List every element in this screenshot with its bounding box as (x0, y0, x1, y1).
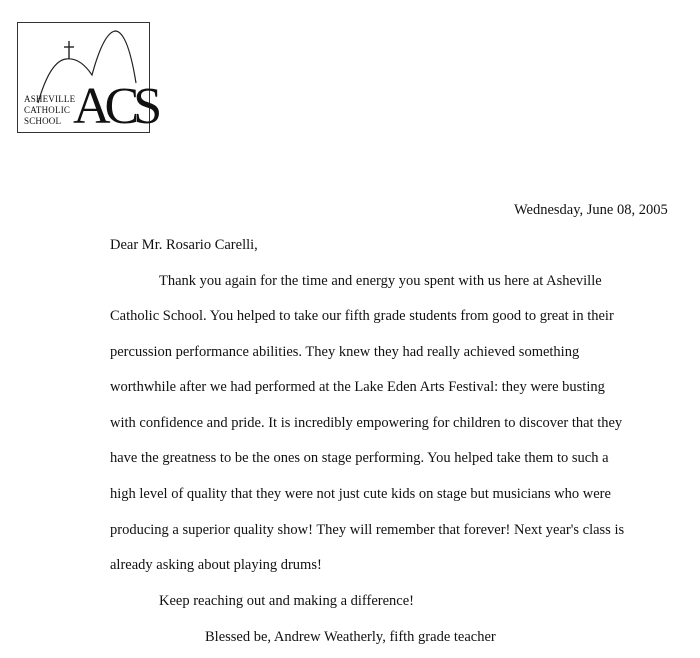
salutation: Dear Mr. Rosario Carelli, (110, 237, 258, 253)
body-line: Thank you again for the time and energy you spent with us here at Asheville (159, 273, 602, 289)
logo-line-3: SCHOOL (24, 116, 62, 126)
signature-line: Blessed be, Andrew Weatherly, fifth grade teacher (205, 629, 496, 645)
letter-date: Wednesday, June 08, 2005 (514, 202, 668, 218)
logo-line-1: ASHEVILLE (24, 94, 76, 104)
logo-monogram: ACS (73, 78, 157, 135)
body-line: already asking about playing drums! (110, 557, 322, 573)
body-line: producing a superior quality show! They will remember that forever! Next year's class is (110, 522, 625, 538)
body-line: have the greatness to be the ones on stage performing. You helped take them to such a (110, 450, 609, 466)
school-logo (17, 22, 157, 135)
body-line: with confidence and pride. It is incredibly empowering for children to discover that they (110, 415, 623, 431)
body-line: Catholic School. You helped to take our fifth grade students from good to great in their (110, 308, 614, 324)
body-line: high level of quality that they were not just cute kids on stage but musicians who were (110, 486, 611, 502)
body-line: percussion performance abilities. They knew they had really achieved something (110, 344, 580, 360)
body-line: worthwhile after we had performed at the Lake Eden Arts Festival: they were busting (110, 379, 605, 395)
closing-line: Keep reaching out and making a difference! (159, 593, 414, 609)
logo-line-2: CATHOLIC (24, 105, 71, 115)
